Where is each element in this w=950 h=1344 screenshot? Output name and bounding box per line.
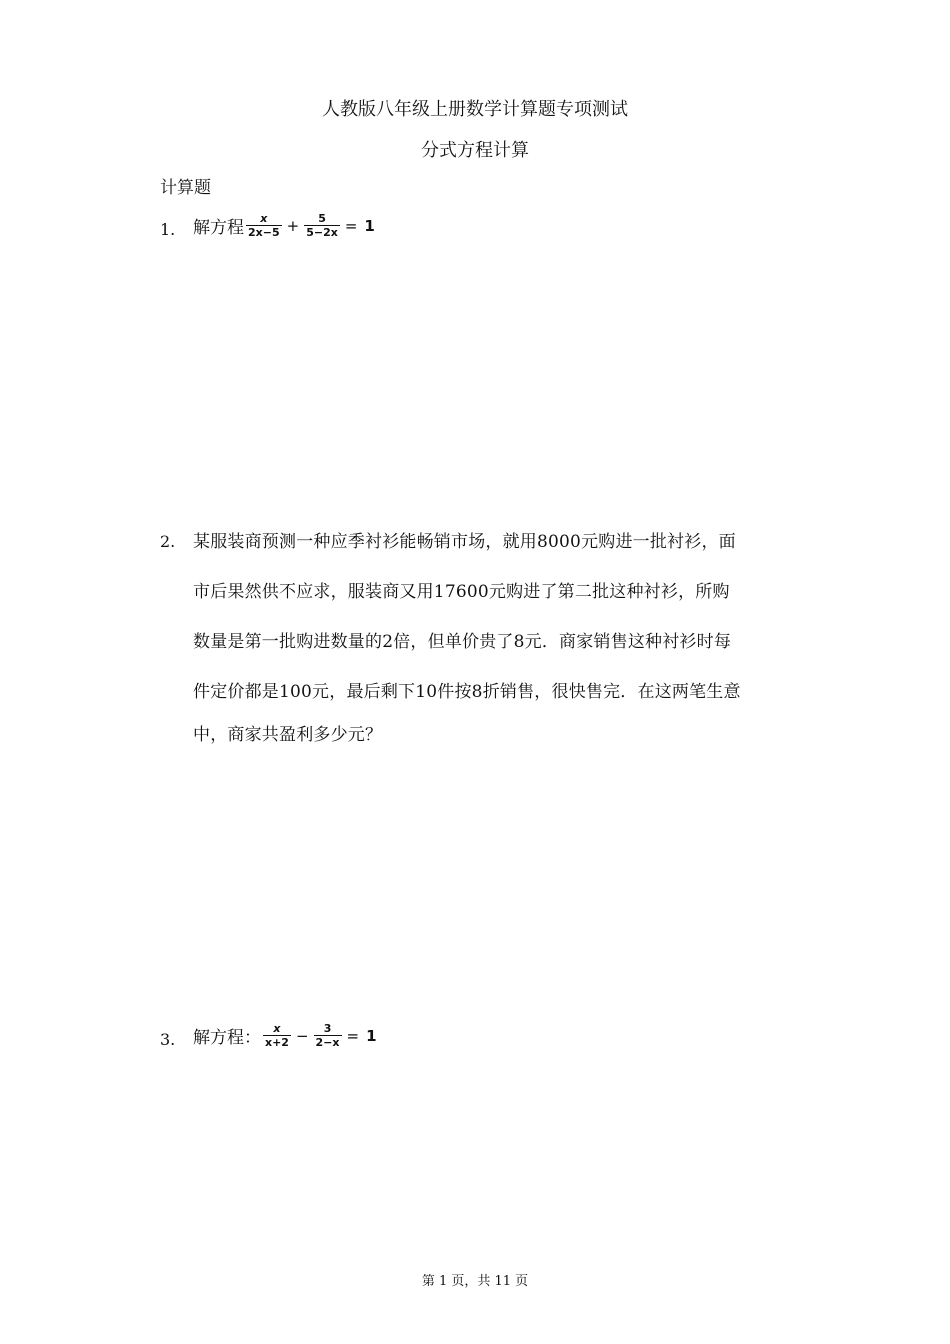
question-1-prefix: 解方程 <box>193 218 244 238</box>
question-3-number: 3. <box>160 1030 176 1049</box>
fraction-denominator: 5−2x <box>306 226 338 239</box>
operator: + <box>286 216 300 235</box>
equals-sign: = <box>344 216 358 235</box>
fraction <box>314 1022 342 1049</box>
fraction <box>304 212 340 239</box>
question-2-line: 某服装商预测一种应季衬衫能畅销市场，就用8000元购进一批衬衫，面 <box>193 532 736 552</box>
fraction-numerator: 5 <box>318 212 326 225</box>
equals-sign: = <box>346 1026 360 1045</box>
page-footer: 第 1 页，共 11 页 <box>421 1274 529 1289</box>
fraction-numerator: x <box>273 1022 281 1035</box>
section-heading: 计算题 <box>160 178 211 198</box>
question-1-equation <box>193 212 375 239</box>
fraction-denominator: x+2 <box>265 1036 289 1049</box>
right-hand-side: 1 <box>364 216 375 235</box>
question-1-number: 1. <box>160 220 176 239</box>
question-2-number: 2. <box>160 532 176 551</box>
fraction-denominator: 2−x <box>315 1036 340 1049</box>
fraction <box>263 1022 291 1049</box>
document-title: 人教版八年级上册数学计算题专项测试 <box>322 99 628 120</box>
question-3-prefix: 解方程： <box>193 1028 261 1048</box>
question-2-line: 数量是第一批购进数量的2倍，但单价贵了8元．商家销售这种衬衫时每 <box>193 632 732 652</box>
fraction-numerator: x <box>260 212 268 225</box>
document-subtitle: 分式方程计算 <box>421 140 529 161</box>
fraction-numerator: 3 <box>323 1022 332 1035</box>
right-hand-side: 1 <box>366 1026 377 1045</box>
question-2-line: 市后果然供不应求，服装商又用17600元购进了第二批这种衬衫，所购 <box>193 582 730 602</box>
question-3-equation <box>193 1022 377 1049</box>
fraction-denominator: 2x−5 <box>248 226 280 239</box>
operator: − <box>295 1026 309 1045</box>
question-2-line: 件定价都是100元，最后剩下10件按8折销售，很快售完．在这两笔生意 <box>193 682 741 702</box>
fraction <box>246 212 282 239</box>
question-2-line: 中，商家共盈利多少元？ <box>193 725 383 745</box>
